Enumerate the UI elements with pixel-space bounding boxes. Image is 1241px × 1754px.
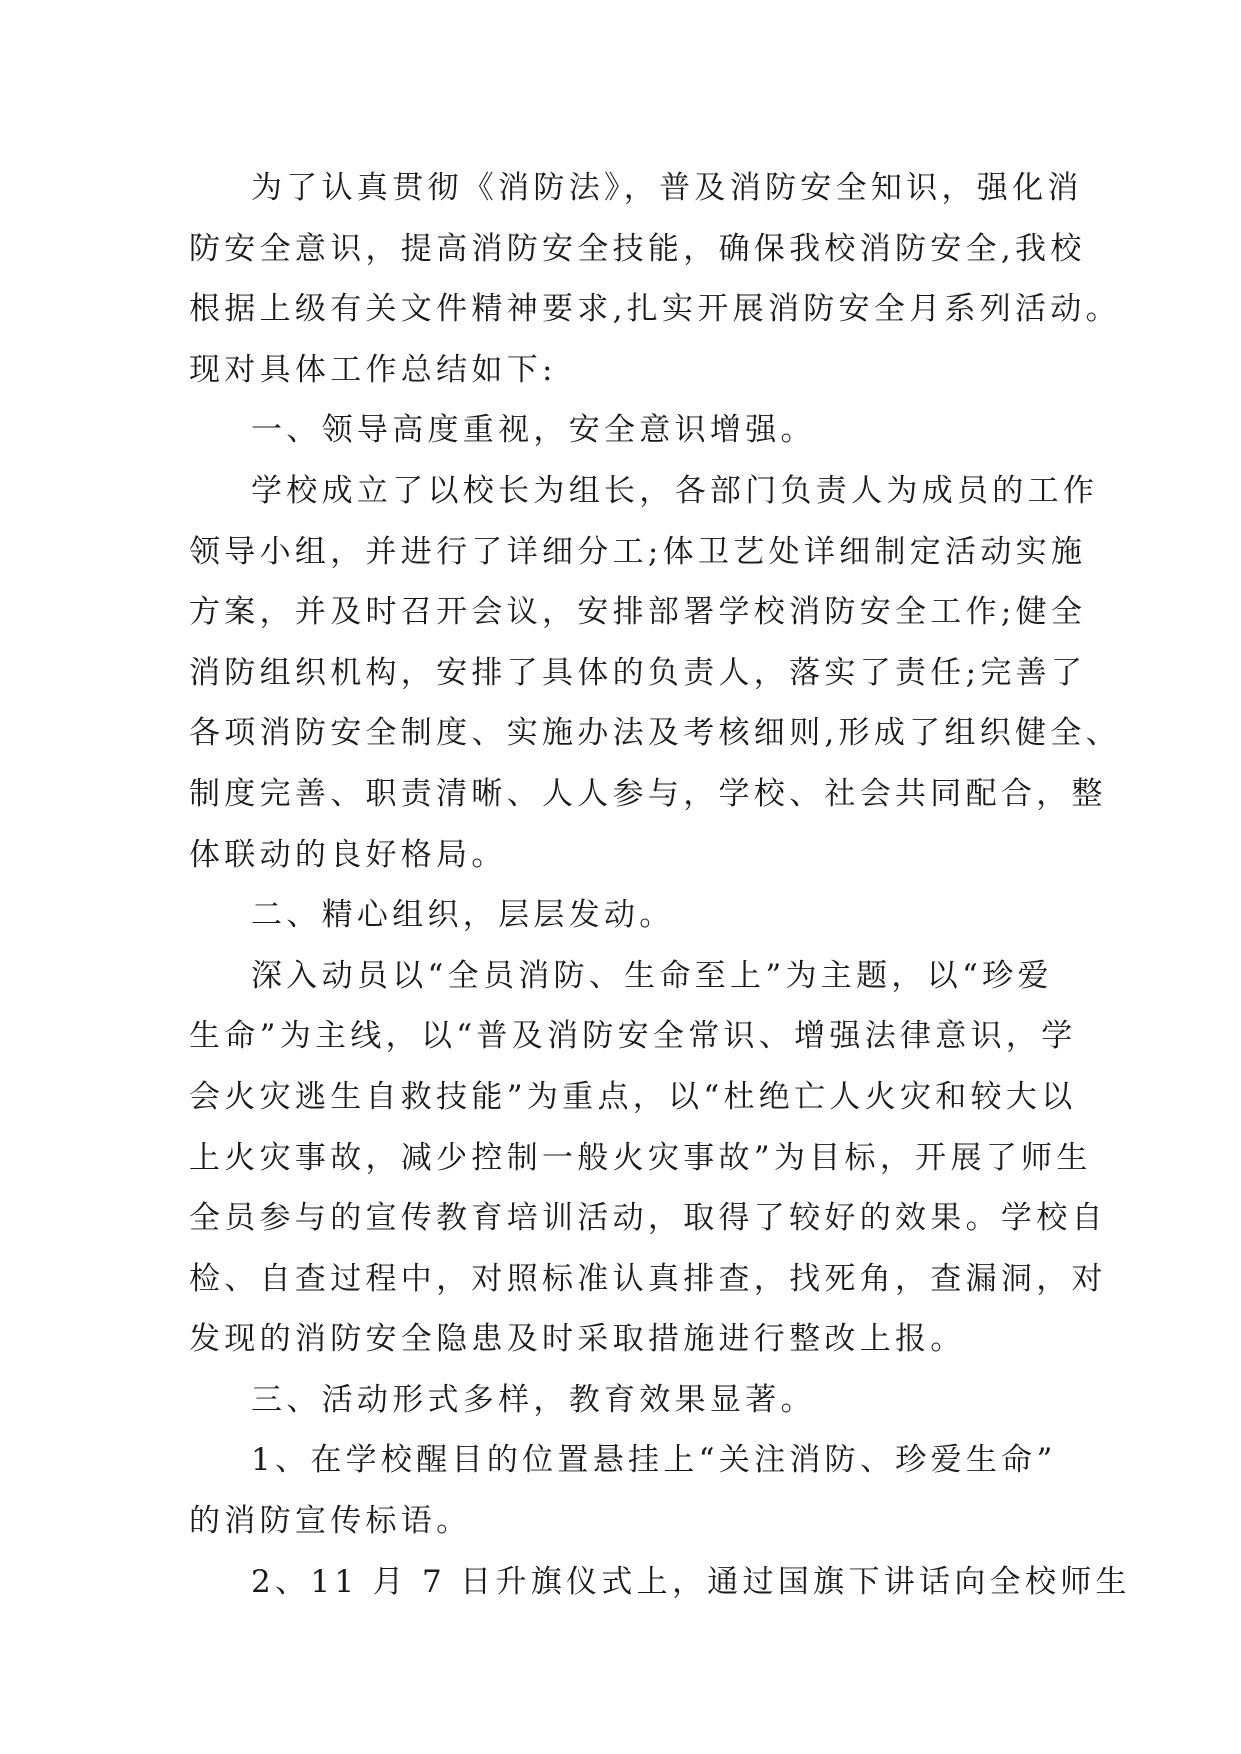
text-line: 发现的消防安全隐患及时采取措施进行整改上报。	[189, 1321, 966, 1358]
text-line: 会火灾逃生自救技能”为重点，以“杜绝亡人火灾和较大以	[189, 1078, 1077, 1115]
text-line: 领导小组，并进行了详细分工;体卫艺处详细制定活动实施	[189, 533, 1087, 570]
text-line: 各项消防安全制度、实施办法及考核细则,形成了组织健全、	[189, 715, 1121, 752]
text-line: 体联动的良好格局。	[189, 836, 507, 873]
text-line: 方案，并及时召开会议，安排部署学校消防安全工作;健全	[189, 594, 1087, 631]
section-heading: 一、领导高度重视，安全意识增强。	[251, 412, 816, 449]
text-line: 制度完善、职责清晰、人人参与，学校、社会共同配合，整	[189, 775, 1107, 812]
section-heading: 二、精心组织，层层发动。	[251, 897, 675, 934]
text-line: 学校成立了以校长为组长，各部门负责人为成员的工作	[251, 472, 1099, 509]
text-line: 根据上级有关文件精神要求,扎实开展消防安全月系列活动。	[189, 291, 1121, 328]
text-line: 检、自查过程中，对照标准认真排查，找死角，查漏洞，对	[189, 1260, 1107, 1297]
document-body	[189, 158, 1131, 1612]
text-line: 全员参与的宣传教育培训活动，取得了较好的效果。学校自	[189, 1200, 1107, 1237]
text-line: 为了认真贯彻《消防法》，普及消防安全知识，强化消	[251, 170, 1083, 206]
section-heading: 三、活动形式多样，教育效果显著。	[251, 1381, 816, 1418]
text-line: 上火灾事故，减少控制一般火灾事故”为目标，开展了师生	[189, 1139, 1092, 1176]
list-item: 1、在学校醒目的位置悬挂上“关注消防、珍爱生命”	[251, 1442, 1057, 1479]
text-line: 的消防宣传标语。	[189, 1503, 472, 1540]
text-line: 生命”为主线，以“普及消防安全常识、增强法律意识，学	[189, 1018, 1077, 1055]
text-line: 防安全意识，提高消防安全技能，确保我校消防安全,我校	[189, 230, 1086, 267]
text-line: 消防组织机构，安排了具体的负责人，落实了责任;完善了	[189, 654, 1087, 691]
text-line: 现对具体工作总结如下:	[189, 351, 557, 388]
text-line: 深入动员以“全员消防、生命至上”为主题，以“珍爱	[251, 957, 1053, 994]
list-item: 2、11 月 7 日升旗仪式上，通过国旗下讲话向全校师生	[251, 1563, 1131, 1600]
